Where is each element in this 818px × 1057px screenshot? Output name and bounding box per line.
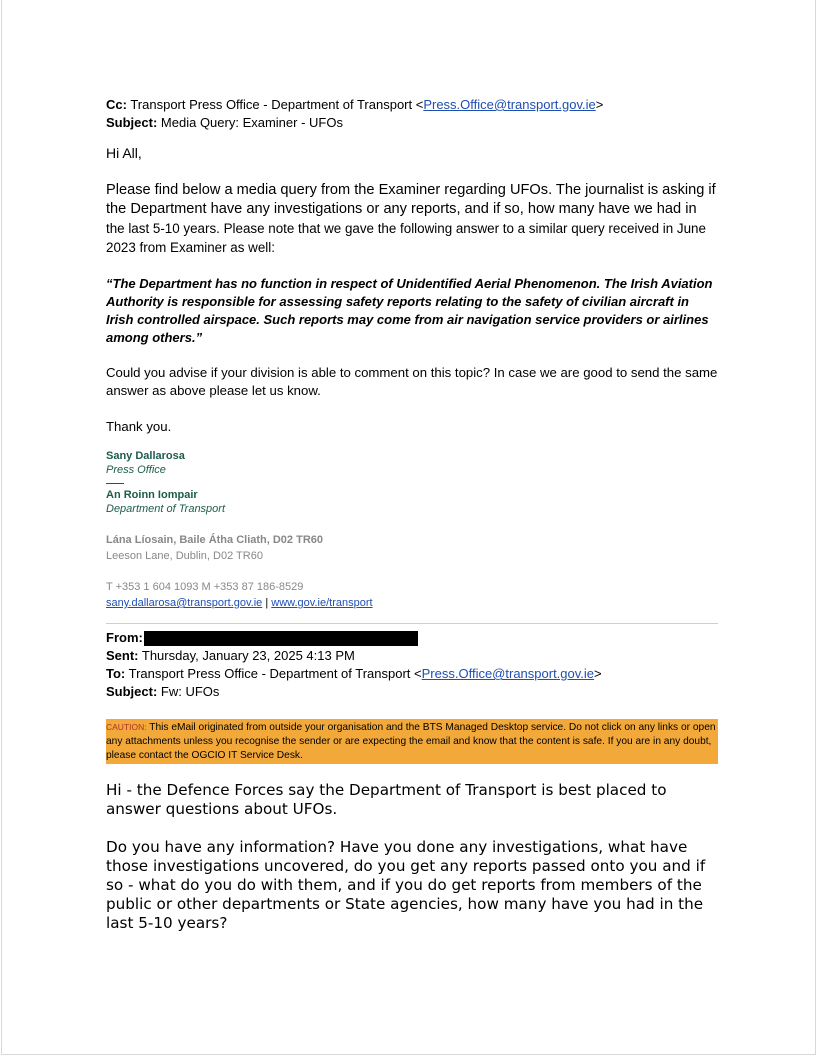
greeting: Hi All,	[106, 145, 142, 161]
cc-line	[106, 96, 718, 114]
to-line	[106, 665, 718, 683]
email-document	[106, 96, 718, 933]
cc-text: Transport Press Office - Department of Transport <	[130, 97, 424, 112]
intro-paragraph-part1: Please find below a media query from the Examiner regarding UFOs. The journalist is asking if the Department have any investigations or any reports, and if so, how many have we had in	[106, 181, 716, 217]
phone-numbers: T +353 1 604 1093 M +353 87 186-8529	[106, 581, 304, 593]
caution-text: This eMail originated from outside your organisation and the BTS Managed Desktop service. Do not click on any links or open any attachments unless you recognise the sender or are expecting the email and know that the content is safe. If you are in any doubt, please contact the OGCIO IT Service Desk.	[106, 722, 716, 761]
contact-links	[106, 595, 718, 611]
address-irish: Lána Líosain, Baile Átha Cliath, D02 TR60	[106, 534, 323, 546]
to-email-link[interactable]: Press.Office@transport.gov.ie	[421, 666, 595, 681]
message-separator	[106, 623, 718, 624]
subject-text: Media Query: Examiner - UFOs	[160, 115, 343, 130]
forward-subject-line	[106, 683, 718, 701]
forward-subject-text: Fw: UFOs	[160, 684, 220, 699]
to-label: To:	[106, 666, 126, 681]
subject-label: Subject:	[106, 115, 158, 130]
cc-label: Cc:	[106, 97, 127, 112]
caution-label: CAUTION:	[106, 722, 147, 732]
intro-paragraph-part2: the last 5-10 years. Please note that we gave the following answer to a similar query received in June 2023 from Examiner as well:	[106, 220, 706, 255]
cc-close: >	[595, 97, 604, 112]
request-paragraph: Could you advise if your division is able to comment on this topic? In case we are good to send the same answer as above please let us know.	[106, 364, 718, 398]
sent-date: Thursday, January 23, 2025 4:13 PM	[141, 648, 355, 663]
subject-line	[106, 114, 718, 132]
intro-paragraph	[106, 180, 718, 258]
journalist-paragraph-2: Do you have any information? Have you done any investigations, what have those investigations uncovered, do you get any reports passed onto you and if so - what do you do with them, and if you do get reports from members of the public or other departments or State agencies, how many have you had in the last 5-10 years?	[106, 838, 706, 932]
signature-email-link[interactable]: sany.dallarosa@transport.gov.ie	[106, 597, 263, 609]
cc-email-link[interactable]: Press.Office@transport.gov.ie	[423, 97, 596, 112]
from-line	[106, 629, 718, 647]
signature-block	[106, 449, 718, 611]
signature-role: Press Office	[106, 464, 166, 476]
to-text: Transport Press Office - Department of Transport <	[128, 666, 422, 681]
to-close: >	[594, 666, 602, 681]
department-english: Department of Transport	[106, 503, 226, 515]
quoted-answer: “The Department has no function in respect of Unidentified Aerial Phenomenon. The Irish Aviation Authority is responsible for assessing safety reports relating to the safety of civilian aircraft in Irish controlled airspace. Such reports may come from air navigation service providers or airlines among others.”	[106, 275, 713, 345]
signature-name: Sany Dallarosa	[106, 450, 185, 462]
address-english: Leeson Lane, Dublin, D02 TR60	[106, 550, 263, 562]
signature-divider	[106, 483, 124, 484]
sent-label: Sent:	[106, 648, 139, 663]
sent-line	[106, 647, 718, 665]
caution-banner	[106, 719, 718, 764]
thanks-line: Thank you.	[106, 418, 172, 434]
forward-subject-label: Subject:	[106, 684, 158, 699]
redacted-sender	[144, 631, 418, 646]
journalist-paragraph-1: Hi - the Defence Forces say the Department of Transport is best placed to answer questions about UFOs.	[106, 781, 667, 818]
forwarded-header	[106, 629, 718, 701]
from-label: From:	[106, 630, 143, 645]
link-divider: |	[262, 597, 272, 609]
department-irish: An Roinn Iompair	[106, 489, 198, 501]
website-link[interactable]: www.gov.ie/transport	[271, 597, 373, 609]
